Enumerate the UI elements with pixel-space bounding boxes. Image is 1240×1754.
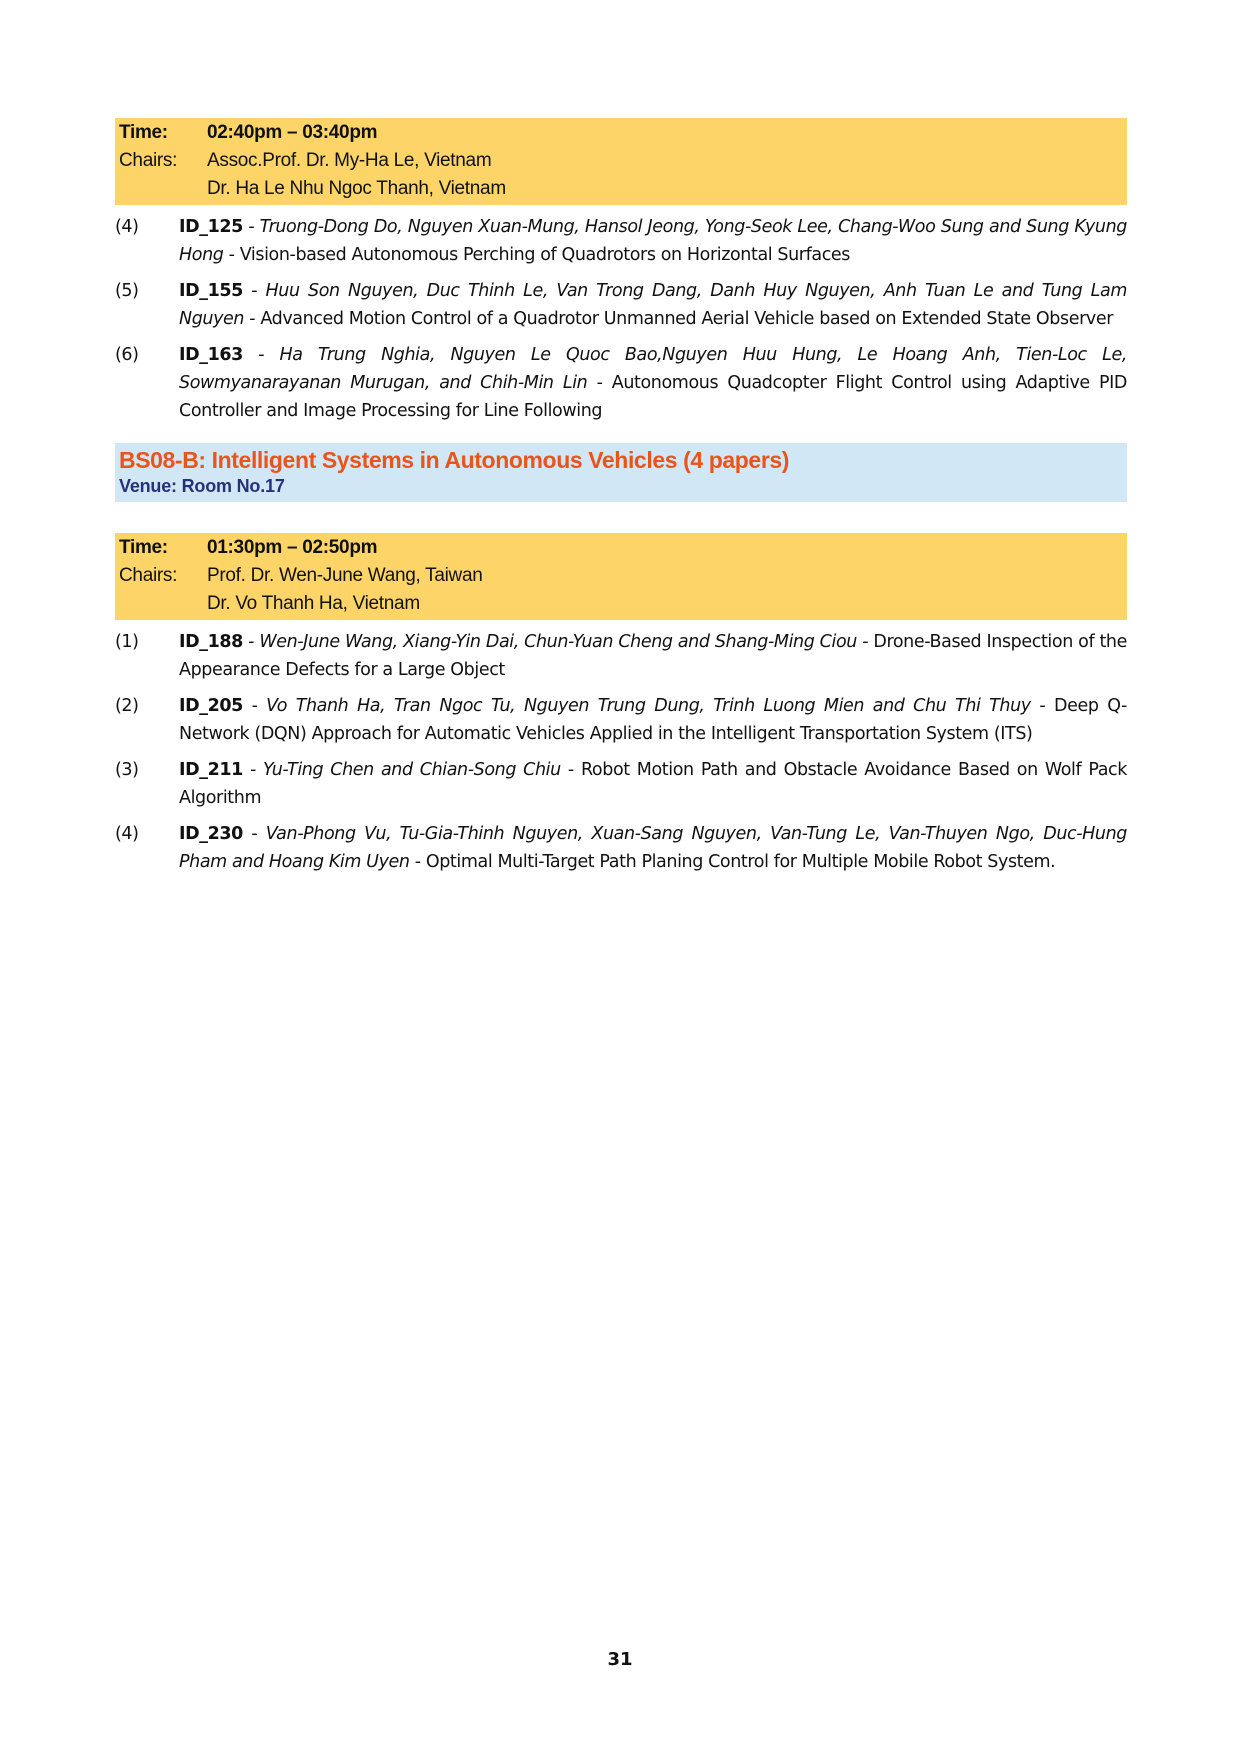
paper-authors: Vo Thanh Ha, Tran Ngoc Tu, Nguyen Trung Dung, Trinh Luong Mien and Chu Thi Thuy [266,696,1031,716]
paper-authors: Van-Phong Vu, Tu-Gia-Thinh Nguyen, Xuan-Sang Nguyen, Van-Tung Le, Van-Thuyen Ngo, Duc-Hung Pham and Hoang Kim Uyen [179,824,1127,872]
paper-title: Robot Motion Path and Obstacle Avoidance Based on Wolf Pack Algorithm [179,760,1128,808]
program-page [115,118,1127,884]
paper-authors: Truong-Dong Do, Nguyen Xuan-Mung, Hansol Jeong, Yong-Seok Lee, Chang-Woo Sung and Sung Kyung Hong [179,217,1127,265]
page-number: 31 [607,1649,633,1670]
time-row [119,534,1123,562]
paper-id: ID_211 [179,760,243,780]
time-chairs-box [115,533,1127,620]
paper-entry: ID_125 - Truong-Dong Do, Nguyen Xuan-Mung, Hansol Jeong, Yong-Seok Lee, Chang-Woo Sung and Sung Kyung Hong - Vision-based Autonomous Perching of Quadrotors on Horizontal Surfaces [179,217,1127,265]
paper-item [115,628,1127,684]
paper-item [115,341,1127,425]
paper-number: (5) [115,281,139,301]
chairs-row [119,147,1123,175]
paper-number: (2) [115,696,139,716]
chairs-row [119,562,1123,590]
paper-entry: ID_155 - Huu Son Nguyen, Duc Thinh Le, Van Trong Dang, Danh Huy Nguyen, Anh Tuan Le and Tung Lam Nguyen - Advanced Motion Control of a Quadrotor Unmanned Aerial Vehicle based on Extended State Observer [179,281,1128,329]
chairs-row [119,175,1123,203]
paper-item [115,692,1127,748]
session-title: BS08-B: Intelligent Systems in Autonomous Vehicles (4 papers) [119,447,790,473]
paper-entry: ID_211 - Yu-Ting Chen and Chian-Song Chiu - Robot Motion Path and Obstacle Avoidance Based on Wolf Pack Algorithm [179,760,1128,808]
time-value: 02:40pm – 03:40pm [207,122,378,143]
paper-entry: ID_230 - Van-Phong Vu, Tu-Gia-Thinh Nguyen, Xuan-Sang Nguyen, Van-Tung Le, Van-Thuyen Ngo, Duc-Hung Pham and Hoang Kim Uyen - Optimal Multi-Target Path Planing Control for Multiple Mobile Robot System. [179,824,1127,872]
paper-title: Drone-Based Inspection of the Appearance Defects for a Large Object [179,632,1127,680]
paper-entry: ID_188 - Wen-June Wang, Xiang-Yin Dai, Chun-Yuan Cheng and Shang-Ming Ciou - Drone-Based Inspection of the Appearance Defects for a Large Object [179,632,1127,680]
paper-item [115,820,1127,876]
paper-title: Advanced Motion Control of a Quadrotor Unmanned Aerial Vehicle based on Extended State Observer [260,309,1113,329]
paper-authors: Huu Son Nguyen, Duc Thinh Le, Van Trong Dang, Danh Huy Nguyen, Anh Tuan Le and Tung Lam Nguyen [179,281,1128,329]
paper-item [115,277,1127,333]
paper-entry: ID_205 - Vo Thanh Ha, Tran Ngoc Tu, Nguyen Trung Dung, Trinh Luong Mien and Chu Thi Thuy - Deep Q-Network (DQN) Approach for Automatic Vehicles Applied in the Intelligent Transportation System (ITS) [179,696,1127,744]
chairs-row [119,590,1123,618]
chairs-label: Chairs: [119,565,178,586]
paper-item [115,756,1127,812]
chair-name: Prof. Dr. Wen-June Wang, Taiwan [207,565,483,586]
chairs-label: Chairs: [119,150,178,171]
chair-name: Dr. Ha Le Nhu Ngoc Thanh, Vietnam [207,178,506,199]
paper-list [115,628,1127,876]
paper-entry: ID_163 - Ha Trung Nghia, Nguyen Le Quoc Bao,Nguyen Huu Hung, Le Hoang Anh, Tien-Loc Le, Sowmyanarayanan Murugan, and Chih-Min Lin - Autonomous Quadcopter Flight Control using Adaptive PID Controller and Image Processing for Line Following [179,345,1127,421]
paper-item [115,213,1127,269]
time-chairs-box [115,118,1127,205]
paper-id: ID_230 [179,824,243,844]
paper-number: (4) [115,217,139,237]
paper-id: ID_163 [179,345,243,365]
paper-id: ID_188 [179,632,243,652]
paper-title: Vision-based Autonomous Perching of Quadrotors on Horizontal Surfaces [239,245,850,265]
paper-title: Optimal Multi-Target Path Planing Control for Multiple Mobile Robot System. [425,852,1056,872]
paper-number: (6) [115,345,139,365]
session-header [115,443,1127,502]
paper-number: (1) [115,632,139,652]
paper-list [115,213,1127,425]
time-label: Time: [119,537,168,558]
paper-number: (3) [115,760,139,780]
paper-authors: Wen-June Wang, Xiang-Yin Dai, Chun-Yuan Cheng and Shang-Ming Ciou [259,632,857,652]
paper-title: Autonomous Quadcopter Flight Control using Adaptive PID Controller and Image Processing for Line Following [179,373,1127,421]
session-venue: Venue: Room No.17 [119,476,285,496]
paper-number: (4) [115,824,139,844]
paper-authors: Yu-Ting Chen and Chian-Song Chiu [263,760,561,780]
paper-id: ID_205 [179,696,243,716]
paper-title: Deep Q-Network (DQN) Approach for Automatic Vehicles Applied in the Intelligent Transportation System (ITS) [179,696,1127,744]
time-row [119,119,1123,147]
paper-id: ID_155 [179,281,243,301]
chair-name: Assoc.Prof. Dr. My-Ha Le, Vietnam [207,150,492,171]
paper-authors: Ha Trung Nghia, Nguyen Le Quoc Bao,Nguyen Huu Hung, Le Hoang Anh, Tien-Loc Le, Sowmyanarayanan Murugan, and Chih-Min Lin [179,345,1127,393]
time-label: Time: [119,122,168,143]
chair-name: Dr. Vo Thanh Ha, Vietnam [207,593,420,614]
time-value: 01:30pm – 02:50pm [207,537,378,558]
paper-id: ID_125 [179,217,243,237]
